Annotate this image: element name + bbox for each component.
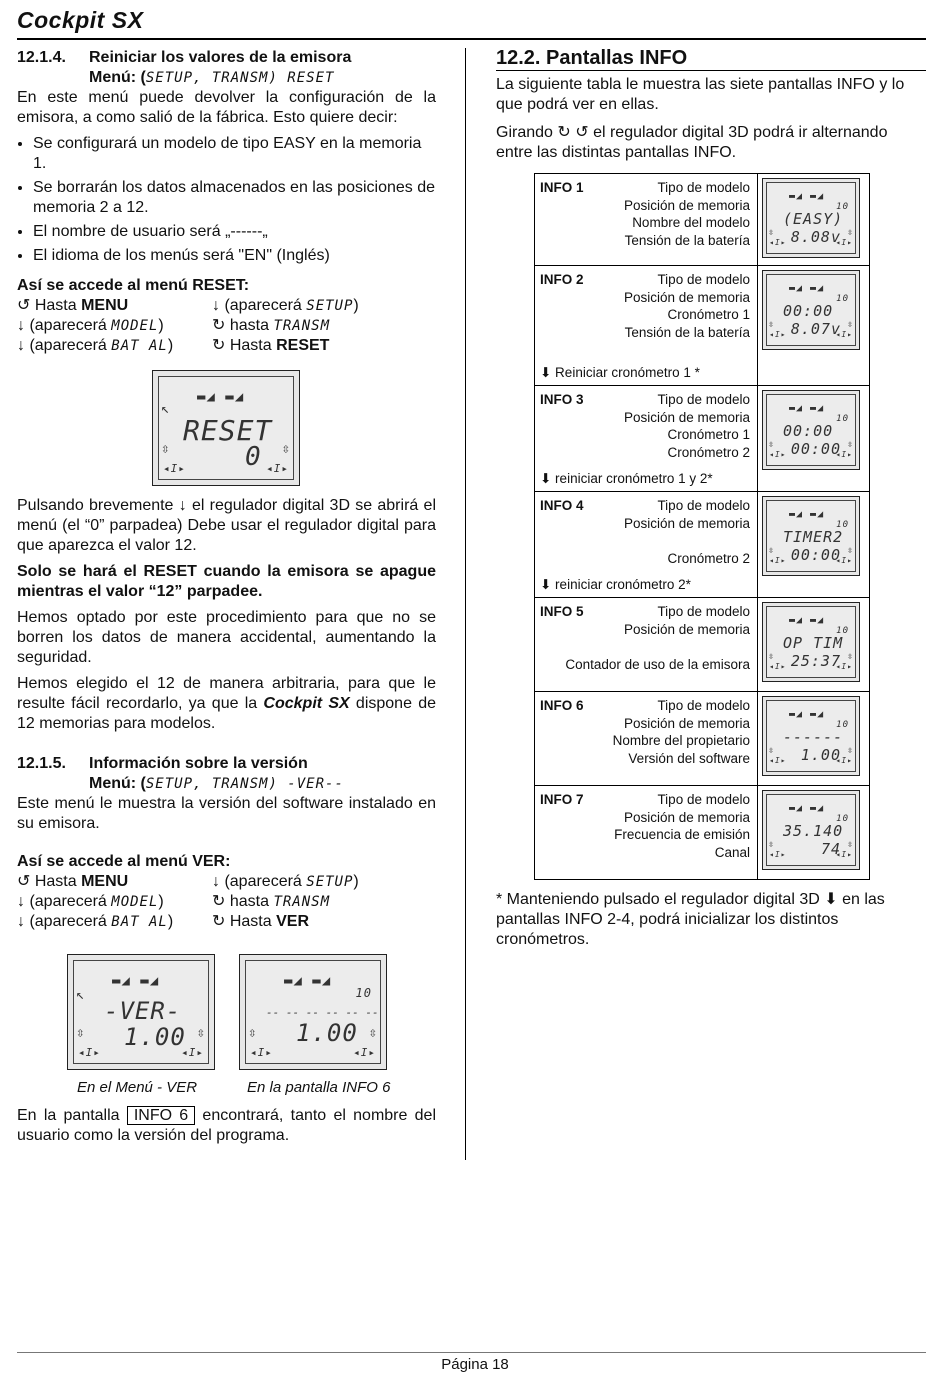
section-heading-reset: 12.1.4. Reiniciar los valores de la emisora [17, 49, 352, 66]
info-line: Posición de memoria [623, 289, 750, 305]
lcd-trim-left-icon: ⇳ [768, 651, 776, 662]
lcd-line-1: OP TIM [783, 634, 844, 652]
lcd-info-screen [762, 696, 860, 776]
lcd-trim-right-icon: ⇳ [846, 319, 854, 330]
info-line: Tipo de modelo [657, 392, 750, 407]
info-row [535, 786, 870, 880]
info-line: Tipo de modelo [657, 272, 750, 287]
info-screen-cell [758, 266, 870, 386]
nav-step: ↓ (aparecerá SETUP) [212, 297, 359, 314]
lcd-trim-right-icon: ⇳ [846, 439, 854, 450]
info-row [535, 492, 870, 598]
lcd-airplane-icon: ▬◢ ▬◢ [789, 709, 825, 720]
info-line: Tipo de modelo [657, 498, 750, 513]
lcd-trim-bottom-icon: ◂I▸ [769, 556, 787, 565]
reset-intro: En este menú puede devolver la configuración de la emisora, a como salió de la fábrica. Esto quiere decir: [17, 89, 436, 126]
info-table [534, 173, 870, 880]
info-line: Frecuencia de emisión [614, 827, 750, 842]
lcd-line-1: TIMER2 [783, 528, 844, 546]
lcd-trim-bottom-icon: ◂I▸ [353, 1046, 376, 1059]
info-line: Cronómetro 2 [667, 550, 750, 566]
info-intro: La siguiente tabla le muestra las siete pantallas INFO y lo que podrá ver en ellas. [496, 76, 905, 113]
info-note: ⬇ reiniciar cronómetro 1 y 2* [540, 470, 713, 486]
info-screen-cell [758, 174, 870, 266]
lcd-wrench-icon: ↖ [161, 401, 171, 417]
info-label: INFO 6 [540, 698, 584, 713]
lcd-memory-number: 10 [836, 814, 849, 824]
lcd-info-screen [762, 602, 860, 682]
info-section-title: 12.2. Pantallas INFO [496, 48, 926, 71]
lcd-trim-left-icon: ⇳ [768, 439, 776, 450]
info-line: Cronómetro 2 [667, 444, 750, 460]
menu-path-reset: Menú: (SETUP, TRANSM) RESET [89, 69, 335, 86]
lcd-trim-bottom-icon: ◂I▸ [769, 756, 787, 765]
lcd-trim-bottom-icon: ◂I▸ [266, 462, 289, 475]
info-label: INFO 1 [540, 180, 584, 195]
nav-step: ↻ Hasta VER [212, 913, 309, 930]
lcd-trim-bottom-icon: ◂I▸ [835, 330, 853, 339]
info-line: Nombre del modelo [632, 215, 750, 230]
lcd-trim-left-icon: ⇳ [161, 441, 171, 457]
lcd-trim-bottom-icon: ◂I▸ [835, 850, 853, 859]
info-line: Cronómetro 1 [667, 307, 750, 322]
info-footnote: * Manteniendo pulsado el regulador digital 3D ⬇ en las pantallas INFO 2-4, podrá inicializar los distintos cronómetros. [496, 891, 885, 948]
nav-step: ↓ (aparecerá BAT AL) [17, 913, 174, 930]
lcd-trim-bottom-icon: ◂I▸ [769, 450, 787, 459]
info-line: Tipo de modelo [657, 792, 750, 807]
info-screen-cell [758, 492, 870, 598]
lcd-trim-bottom-icon: ◂I▸ [769, 238, 787, 247]
lcd-line-1: 00:00 [783, 422, 834, 440]
lcd-trim-right-icon: ⇳ [196, 1025, 206, 1041]
lcd-trim-left-icon: ⇳ [76, 1025, 86, 1041]
bullet-item: • El nombre de usuario será „------„ [33, 222, 436, 242]
lcd-line-2: 1.00 [800, 746, 841, 764]
section-heading-version: 12.1.5. Información sobre la versión [17, 755, 308, 772]
info-line: Posición de memoria [623, 621, 750, 637]
footer-rule [17, 1352, 926, 1353]
lcd-line-1: 35.140 [783, 822, 844, 840]
lcd-line-1: 00:00 [783, 302, 834, 320]
lcd-reset-text: RESET [183, 414, 273, 447]
lcd-airplane-icon: ▬◢ ▬◢ [197, 389, 245, 405]
caption-info6: En la pantalla INFO 6 [247, 1079, 391, 1096]
info-line: Contador de uso de la emisora [565, 656, 750, 672]
version-paragraph: En la pantalla INFO 6 encontrará, tanto el nombre del usuario como la versión del programa. [17, 1107, 437, 1144]
lcd-memory-number: 10 [836, 294, 849, 304]
reset-bullets [17, 134, 436, 266]
nav-step: ↺ Hasta MENU [17, 873, 129, 890]
lcd-trim-bottom-icon: ◂I▸ [181, 1046, 204, 1059]
lcd-trim-right-icon: ⇳ [846, 227, 854, 238]
lcd-trim-left-icon: ⇳ [768, 839, 776, 850]
info-note: ⬇ Reiniciar cronómetro 1 * [540, 364, 700, 380]
info-text-cell [535, 692, 758, 786]
lcd-version-value: 1.00 [296, 1019, 358, 1047]
reset-access-heading: Así se accede al menú RESET: [17, 277, 250, 294]
info-line: Cronómetro 1 [667, 427, 750, 442]
lcd-trim-bottom-icon: ◂I▸ [769, 662, 787, 671]
lcd-memory-number: 10 [836, 520, 849, 530]
lcd-ver-value: 1.00 [124, 1023, 186, 1051]
lcd-airplane-icon: ▬◢ ▬◢ [789, 509, 825, 520]
reset-paragraph-3: Hemos optado por este procedimiento para que no se borren los datos de manera accidental, aumentando la seguridad. [17, 609, 436, 666]
column-divider [465, 48, 466, 1160]
info-row [535, 386, 870, 492]
lcd-trim-right-icon: ⇳ [846, 545, 854, 556]
lcd-trim-left-icon: ⇳ [768, 319, 776, 330]
info-line: Tipo de modelo [657, 180, 750, 195]
info-label: INFO 3 [540, 392, 584, 407]
lcd-airplane-icon: ▬◢ ▬◢ [789, 615, 825, 626]
lcd-trim-bottom-icon: ◂I▸ [835, 662, 853, 671]
info-row [535, 266, 870, 386]
lcd-memory-number: 10 [836, 720, 849, 730]
bullet-item: • Se configurará un modelo de tipo EASY en la memoria 1. [33, 134, 436, 174]
info-line: Canal [714, 844, 750, 860]
lcd-info-screen [762, 178, 860, 258]
lcd-info-screen [762, 790, 860, 870]
lcd-line-2: 25:37 [790, 652, 841, 670]
lcd-trim-right-icon: ⇳ [846, 745, 854, 756]
lcd-info6-screen [239, 954, 387, 1070]
info-line: Versión del software [628, 750, 750, 766]
lcd-line-1: (EASY) [783, 210, 844, 228]
nav-step: ↓ (aparecerá SETUP) [212, 873, 359, 890]
info-line: Tensión de la batería [624, 324, 750, 340]
version-intro: Este menú le muestra la versión del software instalado en su emisora. [17, 795, 436, 832]
right-column [496, 48, 926, 950]
lcd-trim-left-icon: ⇳ [248, 1025, 258, 1041]
lcd-airplane-icon: ▬◢ ▬◢ [789, 283, 825, 294]
lcd-trim-bottom-icon: ◂I▸ [835, 450, 853, 459]
info-line: Posición de memoria [623, 715, 750, 731]
nav-step: ↓ (aparecerá BAT AL) [17, 337, 174, 354]
info-note: ⬇ reiniciar cronómetro 2* [540, 576, 691, 592]
info-line: Posición de memoria [623, 197, 750, 213]
info-row [535, 174, 870, 266]
lcd-trim-left-icon: ⇳ [768, 545, 776, 556]
info-line: Nombre del propietario [612, 733, 750, 748]
info-text-cell [535, 786, 758, 880]
lcd-line-2: 74 [820, 840, 841, 858]
lcd-trim-right-icon: ⇳ [846, 651, 854, 662]
lcd-memory-number: 10 [355, 986, 372, 1000]
lcd-line-1: ------ [783, 728, 844, 746]
page-number: Página 18 [441, 1356, 509, 1373]
info-screen-cell [758, 786, 870, 880]
lcd-airplane-icon: ▬◢ ▬◢ [789, 403, 825, 414]
lcd-ver-screen [67, 954, 215, 1070]
lcd-trim-bottom-icon: ◂I▸ [835, 556, 853, 565]
info-line: Tensión de la batería [624, 232, 750, 248]
info-label: INFO 4 [540, 498, 584, 513]
nav-step: ↓ (aparecerá MODEL) [17, 893, 164, 910]
info-text-cell [535, 492, 758, 598]
version-nav-steps [17, 872, 436, 932]
lcd-airplane-icon: ▬◢ ▬◢ [284, 973, 332, 989]
lcd-reset-screen [152, 370, 300, 486]
info-row [535, 598, 870, 692]
nav-step: ↓ (aparecerá MODEL) [17, 317, 164, 334]
lcd-trim-bottom-icon: ◂I▸ [769, 330, 787, 339]
left-column [17, 48, 436, 1146]
info-line: Posición de memoria [623, 809, 750, 825]
lcd-trim-bottom-icon: ◂I▸ [835, 756, 853, 765]
lcd-line-2: 00:00 [790, 440, 841, 458]
nav-step: ↺ Hasta MENU [17, 297, 129, 314]
lcd-trim-left-icon: ⇳ [768, 227, 776, 238]
lcd-line-2: 8.08v [790, 228, 841, 246]
lcd-trim-right-icon: ⇳ [846, 839, 854, 850]
lcd-line-2: 8.07v [790, 320, 841, 338]
lcd-wrench-icon: ↖ [76, 987, 86, 1003]
lcd-trim-bottom-icon: ◂I▸ [250, 1046, 273, 1059]
info-line: Tipo de modelo [657, 604, 750, 619]
info-screen-cell [758, 598, 870, 692]
lcd-info-screen [762, 270, 860, 350]
bullet-item: • El idioma de los menús será "EN" (Inglés) [33, 246, 436, 266]
info-line: Posición de memoria [623, 515, 750, 531]
info-text-cell [535, 598, 758, 692]
caption-ver: En el Menú - VER [77, 1079, 198, 1096]
version-access-heading: Así se accede al menú VER: [17, 853, 231, 870]
reset-paragraph-2: Solo se hará el RESET cuando la emisora se apague mientras el valor “12” parpadee. [17, 563, 436, 600]
lcd-airplane-icon: ▬◢ ▬◢ [789, 191, 825, 202]
reset-paragraph-1: Pulsando brevemente ↓ el regulador digital 3D se abrirá el menú (el “0” parpadea) Debe usar el regulador digital para que aparezca el valor 12. [17, 497, 436, 554]
info-label: INFO 5 [540, 604, 584, 619]
brand-title: Cockpit SX [17, 7, 144, 33]
lcd-memory-number: 10 [836, 626, 849, 636]
info-screen-cell [758, 386, 870, 492]
info-screen-cell [758, 692, 870, 786]
version-captions [77, 1078, 436, 1098]
version-screens [67, 954, 436, 1070]
info-label: INFO 2 [540, 272, 584, 287]
lcd-line-2: 00:00 [790, 546, 841, 564]
lcd-ver-text: -VER- [104, 997, 182, 1025]
bullet-item: • Se borrarán los datos almacenados en las posiciones de memoria 2 a 12. [33, 178, 436, 218]
info-text-cell [535, 174, 758, 266]
lcd-trim-left-icon: ⇳ [768, 745, 776, 756]
nav-step: ↻ hasta TRANSM [212, 317, 331, 334]
info-label: INFO 7 [540, 792, 584, 807]
lcd-reset-value: 0 [245, 442, 262, 472]
lcd-memory-number: 10 [836, 414, 849, 424]
info-text-cell [535, 386, 758, 492]
info-line [624, 532, 750, 550]
lcd-trim-bottom-icon: ◂I▸ [769, 850, 787, 859]
lcd-trim-bottom-icon: ◂I▸ [163, 462, 186, 475]
reset-nav-steps [17, 296, 436, 356]
menu-path-version: Menú: (SETUP, TRANSM) -VER-- [89, 775, 344, 792]
lcd-trim-right-icon: ⇳ [281, 441, 291, 457]
info-line: Tipo de modelo [657, 698, 750, 713]
lcd-owner-dashes: -- -- -- -- -- -- [266, 1006, 379, 1019]
nav-step: ↻ Hasta RESET [212, 337, 330, 354]
lcd-trim-bottom-icon: ◂I▸ [835, 238, 853, 247]
info-turning: Girando ↻ ↺ el regulador digital 3D podrá ir alternando entre las distintas pantallas INFO. [496, 124, 888, 161]
info-row [535, 692, 870, 786]
lcd-trim-bottom-icon: ◂I▸ [78, 1046, 101, 1059]
lcd-memory-number: 10 [836, 202, 849, 212]
lcd-airplane-icon: ▬◢ ▬◢ [789, 803, 825, 814]
lcd-info-screen [762, 496, 860, 576]
header-rule [17, 38, 926, 40]
info-line [565, 638, 750, 656]
lcd-trim-right-icon: ⇳ [368, 1025, 378, 1041]
lcd-info-screen [762, 390, 860, 470]
nav-step: ↻ hasta TRANSM [212, 893, 331, 910]
reset-paragraph-4: Hemos elegido el 12 de manera arbitraria, para que le resulte fácil recordarlo, ya que la Cockpit SX dispone de 12 memorias para modelos. [17, 675, 437, 732]
lcd-airplane-icon: ▬◢ ▬◢ [112, 973, 160, 989]
info-line: Posición de memoria [623, 409, 750, 425]
info-text-cell [535, 266, 758, 386]
